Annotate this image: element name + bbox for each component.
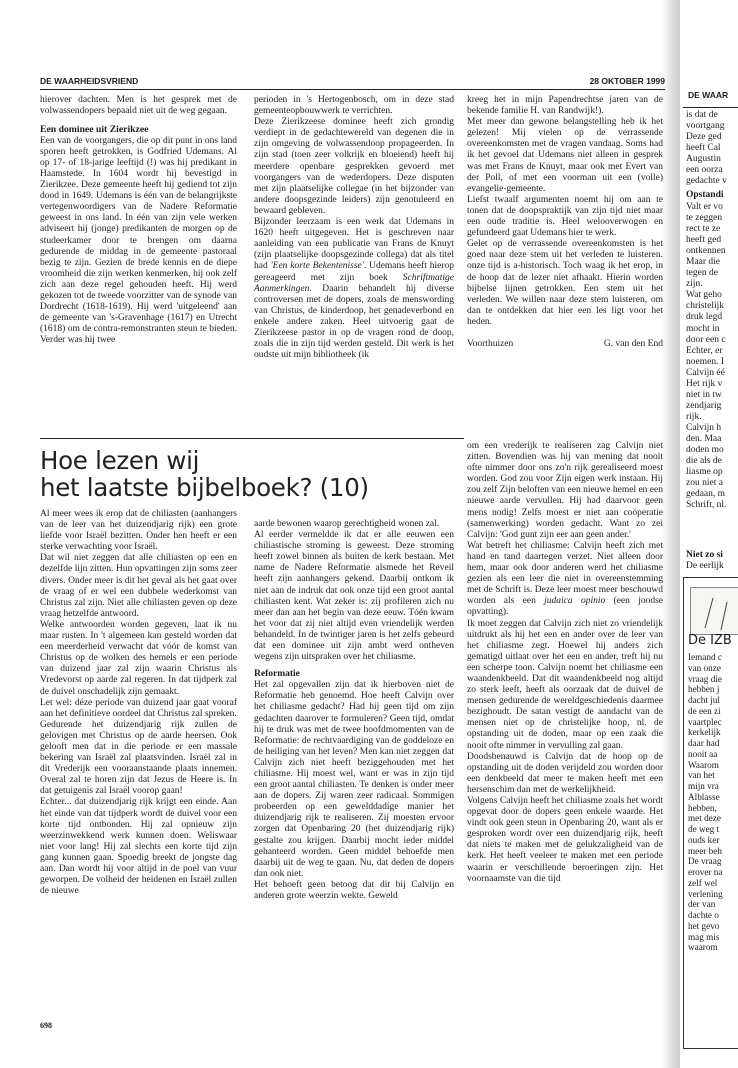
article1-subhead: Een dominee uit Zierikzee <box>40 124 149 136</box>
box-text-line: meer beh <box>688 845 722 856</box>
right-column-top <box>686 110 738 187</box>
box-text-line: verlening <box>688 888 723 899</box>
article2-col1-p1: Al meer wees ik erop dat de chiliasten (aanhangers van de leer van het duizendjarig rijk) een grote liefde voor Israël bezitten. Onder hen heeft er een sterke verwachting voor Israël. <box>40 509 237 553</box>
page-header <box>40 75 665 89</box>
article2-col2-p4: Het behoeft geen betoog dat dit bij Calvijn en anderen grote weerzin wekte. Geweld <box>254 879 454 901</box>
article2-headline <box>40 446 369 502</box>
article1-col3-p2: Met meer dan gewone belangstelling heb ik het gelezen! Mij vielen op de verrassende overeenkomsten met de vragen vandaag. Soms had ik het gevoel dat Udemans niet alleen in gesprek was met Frans de Knuyt, maar ook met Evert van der Poll, of met een voorman uit een (volle) evangelie-gemeente. <box>467 117 663 194</box>
p3-text-b: . Udemans heeft hierop gereageerd met zijn boek <box>254 261 454 283</box>
article1-column-2 <box>254 95 454 361</box>
article1-col2-p1: perioden in 's Hertogenbosch, om in deze stad gemeenteopbouwwerk te verrichten. <box>254 95 454 117</box>
right-column-line: te zeggen <box>686 213 723 224</box>
right-column-line: niet in tw <box>686 389 722 400</box>
headline-line-2: het laatste bijbelboek? (10) <box>40 473 369 502</box>
article2-col3-p5: Volgens Calvijn heeft het chiliasme zoals het wordt opgevat door de dopers geen enkele waarde. Het vindt ook geen steun in Openbaring 20, want als er gesproken wordt over een duizendjarig rijk, heeft dat niets te maken met de gelukzaligheid van de kerk. Het heeft veeleer te maken met een periode waarin er verschillende beroeringen zijn. Het voornaamste van die tijd <box>467 796 663 884</box>
right-column-line: liasme op <box>686 467 723 478</box>
right-column-line: zou niet a <box>686 478 723 489</box>
article1-column-1 <box>40 95 237 346</box>
box-text-line: De vraag <box>688 856 722 867</box>
right-subhead-2: Niet zo si <box>686 550 723 560</box>
box-text-line: nooit aa <box>688 748 718 759</box>
right-column-line: tegen de <box>686 268 718 279</box>
article1-col3-p1: kreeg het in mijn Papendrechtse jaren van de bekende familie H. van Randwijk!). <box>467 95 663 117</box>
article-separator-rule <box>40 438 464 439</box>
right-column-line: noemen. I <box>686 356 724 367</box>
box-text-line: van onze <box>688 662 721 673</box>
article1-intro: hierover dachten. Men is het gesprek met de volwassendopers bepaald niet uit de weg gegaan. <box>40 95 237 117</box>
box-text-line: waarom <box>688 942 718 953</box>
article2-col3-p1: om een vrederijk te realiseren zag Calvijn niet zitten. Bovendien was hij van mening dat nooit ofte nimmer door ons zo'n rijk gerealiseerd moest worden. God zou voor Zijn eigen werk instaan. Hij zou zelf Zijn beloften van een nieuwe hemel en een nieuwe aarde vervullen. Hij had daarvoor geen mens nodig! Zelfs moest er niet aan coöperatie (samenwerking) worden gedacht. Want zo zei Calvijn: 'God gunt zijn eer aan geen ander.' <box>467 441 663 540</box>
right-column-line: den. Maa <box>686 433 722 444</box>
box-text-line: hebben j <box>688 684 720 695</box>
box-text-line: de weg t <box>688 824 720 834</box>
right-column-line: christelijk <box>686 301 724 312</box>
right-column-line: Calvijn h <box>686 422 722 433</box>
article2-col1-p4: Let wel: déze periode van duizend jaar gaat vooraf aan het definitieve oordeel dat Christus zal spreken. <box>40 697 237 719</box>
right-column-line: doden mo <box>686 445 724 456</box>
box-text-line: Waarom <box>688 759 719 770</box>
right-column-line: gedaan, m <box>686 489 726 500</box>
article2-col1-p5: Gedurende het duizendjarig rijk zullen de gelovigen met Christus op de aarde heersen. Ook gelooft men dat in die periode er een massale bekering van Israël zal plaatsvinden. Israël zal in dit Vrederijk een vooraanstaande plaats innemen. Overal zal te horen zijn dat Jezus de Heere is. In dat getuigenis zal Israël voorop gaan! <box>40 719 237 797</box>
article1-col3-p4: Gelet op de verrassende overeenkomsten is het goed naar deze stem uit het verleden te luisteren. onze tijd is a-historisch. Toch waag ik het erop, in de hoop dat de lezer niet afhaakt. Hierin worden bijbelse lijnen getrokken. Een stem uit het verleden. We willen naar deze stem luisteren, om dan te ontdekken dat hier een les ligt voor het heden. <box>467 239 663 327</box>
header-rule <box>40 89 665 90</box>
right-column-line: zijn. <box>686 279 703 290</box>
right-column-line: door een c <box>686 334 726 345</box>
page-number: 698 <box>40 1021 52 1030</box>
p3-text-c: Daarin behandelt hij diverse controversen met de dopers, zoals de menswording van Christus, de kinderdoop, het genadeverbond en enkele andere zaken. Heel uitvoerig gaat de Zierikzeese pastor in op de vragen rond de doop, zoals die in zijn tijd werden gesteld. Dit werk is het oudste uit mijn bibliotheek (ik <box>254 283 454 361</box>
signature-place: Voorthuizen <box>467 338 514 349</box>
box-text-line: dachte o <box>688 910 719 920</box>
publication-name: DE WAARHEIDSVRIEND <box>40 76 139 86</box>
headline-line-1: Hoe lezen wij <box>40 446 200 475</box>
col3-p2-text-b: (een joodse opvatting). <box>467 596 664 618</box>
right-column-line: Calvijn éé <box>686 367 725 378</box>
article2-col2-p3: Het zal opgevallen zijn dat ik hierboven niet de Reformatie heb genoemd. Hoe heeft Calvijn over het chiliasme gedacht? Had hij geen tijd om zijn gedachten daarover te formuleren? Geen tijd, omdat hij te druk was met de twee hoofdmomenten van de Reformatie: de rechtvaardiging van de goddeloze en de heiliging van het leven? Men kan niet zeggen dat Calvijn zich niet heeft beziggehouden met het chiliasme. Hij moest wel, want er was in zijn tijd een groot aantal chiliasten. Te denken is onder meer aan de dopers. Zij waren zeer radicaal. Sommigen probeerden op een gewelddadige manier het duizendjarig rijk te realiseren. Zij moesten ervoor zorgen dat Openbaring 20 (het duizendjarig rijk) gestalte zou krijgen. Daarbij mocht ieder middel gehanteerd worden. Geen middel behoefde men daarbij uit de weg te gaan. Nu, dat deden de dopers dan ook niet. <box>254 680 454 879</box>
right-page-sliver <box>680 0 738 1068</box>
right-column-line: die als de <box>686 456 722 467</box>
box-text-line: vaartplec <box>688 716 722 727</box>
box-text-line: het gevo <box>688 920 720 931</box>
right-column-line: Deze ged <box>686 132 722 143</box>
box-text-line: zelf wel <box>688 877 718 888</box>
box-text-line: ouds ker <box>688 834 720 845</box>
article2-subhead-reformatie: Reformatie <box>254 669 300 680</box>
article2-col3-p2 <box>467 541 663 619</box>
article2-col3-p3: Ik moet zeggen dat Calvijn zich niet zo vriendelijk uitdrukt als hij het een en ander over de leer van het chiliasme zegt. Hoewel hij anders zich gematigd uitlaat over het een en ander, treft hij nu een scherpe toon. Calvijn noemt het chiliasme een waandenkbeeld. Dat dit waandenkbeeld nog altijd zo sterk leeft, heeft als oorzaak dat de duivel de mensen gedurende de wereldgeschiedenis daarmee bezighoudt. De satan vestigt de aandacht van de mensen niet op de christelijke hoop, nl. de opstanding uit de doden, maar op een zaak die nooit ofte nimmer in vervulling zal gaan. <box>467 618 663 751</box>
box-text-line: vraag die <box>688 673 722 684</box>
article1-col1-body: Een van de voorgangers, die op dit punt in ons land sporen heeft getrokken, is Godfried Udemans. Al op 17- of 18-jarige leeftijd (!) was hij predikant in Haamstede. In 1604 wordt hij bevestigd in Zierikzee. Deze gemeente heeft hij gediend tot zijn dood in 1649. Udemans is één van de belangrijkste vertegenwoordigers van de Nadere Reformatie geweest in ons land. In één van zijn vele werken adviseert hij (jonge) predikanten de morgen op de studeerkamer door te brengen om daarna gedurende de middag in de gemeente pastoraal bezig te zijn. Gezien de brede kennis en de diepe vroomheid die zijn werken kenmerken, hij ook zelf zich aan deze regel gehouden heeft. Hij werd gekozen tot de tweede voorzitter van de synode van Dordrecht (1618-1619). Hij werd 'uitgeleend' aan de gemeente van 's-Gravenhage (1617) en Utrecht (1618) om de contra-remonstranten steun te bieden. Verder was hij twee <box>40 135 237 346</box>
right-column-line: zendjarig <box>686 400 722 411</box>
box-text-line: met deze <box>688 813 721 824</box>
box-text-line: mag mis <box>688 931 720 942</box>
book-title-bekentenisse: 'Een korte Bekentenisse' <box>270 261 364 272</box>
box-text-line: mijn vra <box>688 781 719 791</box>
box-text-line: de een zi <box>688 705 721 716</box>
article2-col2-p1: aarde bewonen waarop gerechtigheid wonen zal. <box>254 519 440 529</box>
right-subhead-opstanding: Opstandi <box>686 190 724 200</box>
right-column-line: Wat geho <box>686 290 722 301</box>
sketch-drawing <box>691 588 738 634</box>
right-column-line: Schrift, nl. <box>686 500 727 511</box>
box-text-line: Alblasse <box>688 791 720 802</box>
right-column-line: Het rijk v <box>686 378 723 389</box>
box-text-line: der van <box>688 899 716 910</box>
article2-col1-p6: Echter... dat duizendjarig rijk krijgt een einde. Aan het einde van dat tijdperk wordt de duivel voor een korte tijd ontbonden. Hij zal opnieuw zijn weerzinwekkend werk kunnen doen. Weliswaar niet voor lang! Hij zal slechts een korte tijd zijn gang kunnen gaan. Spoedig breekt de jongste dag aan. Dan wordt hij voor altijd in de poel van vuur geworpen. De volheid der heidenen en Israël zullen de nieuwe <box>40 797 237 897</box>
box-text-line: dacht jul <box>688 695 720 705</box>
box-text-line: daar had <box>688 738 720 748</box>
right-header-rule <box>683 107 738 108</box>
article1-col2-p2: Deze Zierikzeese dominee heeft zich grondig verdiept in de gedachtewereld van degenen die in zijn omgeving de volwassendoop propageerden. In zijn stad (toen zeer volkrijk en bloeiend) heeft hij meerdere openbare gesprekken gevoerd met voorgangers van de wederdopers. Deze disputen met zijn plaatselijke collegae (in het bijzonder van andere doopsgezinde leiders) zijn genotuleerd en bewaard gebleven. <box>254 117 454 216</box>
right-column-line: is dat de <box>686 110 718 120</box>
right-column-line: voortgang <box>686 121 725 132</box>
article2-col2-p2: Al eerder vermeldde ik dat er alle eeuwen een chiliastische stroming is geweest. Deze stroming heeft zowel binnen als buiten de kerk bestaan. Met name de Nadere Reformatie alsmede het Reveil heeft zijn aanhangers gekend. Daarbij ontkom ik niet aan de indruk dat ook onze tijd een groot aantal chiliasten kent. Wat zeker is: zij profileren zich nu meer dan aan het begin van deze eeuw. Tóén kwam het voor dat zij niet altijd even vriendelijk werden behandeld. In de twintiger jaren is het zelfs gebeurd dat een dominee uit zijn ambt werd ontheven wegens zijn uitspraken over het chiliasme. <box>254 530 454 663</box>
article2-column-3 <box>467 441 663 885</box>
article2-col1-p3: Welke antwoorden worden gegeven, laat ik nu maar rusten. In 't algemeen kan gesteld worden dat een meerderheid verwacht dat vóór de komst van Christus op de wolken des hemels er een periode van duizend jaar zal zijn waarin Christus als Vredevorst op aarde zal regeren. In dat tijdperk zal de duivel onschadelijk zijn gemaakt. <box>40 619 237 697</box>
article2-col3-p4: Doodsbenauwd is Calvijn dat de hoop op de opstanding uit de doden verijdeld zou worden door een denkbeeld dat meer te maken heeft met een hersenschim dan met de werkelijkheid. <box>467 751 663 795</box>
right-column-line: een oorza <box>686 165 723 176</box>
box-text-line: kerkelijk <box>688 727 721 738</box>
right-column-line: Maar die <box>686 257 721 268</box>
right-column-line: rect te ze <box>686 224 721 235</box>
right-column-line: heeft Cal <box>686 143 721 154</box>
p3-text-a: Bijzonder leerzaam is een werk dat Udemans in 1620 heeft uitgegeven. Het is geschreven naar aanleiding van een publicatie van Frans de Knuyt (zijn plaatselijke doopsgezinde collega) dat als titel had <box>254 217 454 272</box>
right-page-header: DE WAAR <box>688 90 729 100</box>
box-text-column <box>688 652 723 953</box>
right-column-line: mocht in <box>686 323 720 334</box>
right-column-line: Augustin <box>686 154 721 165</box>
box-text-line: van het <box>688 770 715 781</box>
box-title: De IZB <box>688 633 732 648</box>
right-column-line: gedachte v <box>686 176 727 187</box>
article2-column-1 <box>40 509 237 897</box>
article1-column-3 <box>467 95 663 350</box>
article1-signature <box>467 339 663 350</box>
article2-col1-p2: Dat wil niet zeggen dat alle chiliasten op een en dezelfde lijn zitten. Hun opvattingen zijn soms zeer divers. Onder meer is dit het geval als het gaat over de vraag of er wel een dubbele wederkomst van Christus zal zijn. Niet alle chiliasten geven op deze vraag hetzelfde antwoord. <box>40 553 237 619</box>
right-column-middle <box>686 202 738 511</box>
right-column-line: rijk. <box>686 411 702 422</box>
col3-p2-text-a: Wat betreft het chiliasme: Calvijn heeft zich met hand en tand daartegen verzet. Niet alleen door hem, maar ook door anderen werd het chiliasme gezien als een leer die niet in overeenstemming met de Schrift is. Deze leer moest meer beschouwd worden als een <box>467 540 663 607</box>
box-text-line: erover na <box>688 867 723 877</box>
latin-phrase: judaica opinio <box>544 596 606 607</box>
box-illustration <box>690 587 738 635</box>
right-column-line: druk legd <box>686 312 723 323</box>
box-text-line: hebben, <box>688 802 717 813</box>
right-column-line: Echter, er <box>686 345 723 356</box>
right-column-bottom <box>686 561 738 572</box>
box-text-line: Iemand c <box>688 652 722 662</box>
right-column-line: Valt er vo <box>686 202 723 212</box>
right-column-line: De eerlijk <box>686 561 724 571</box>
right-column-line: heeft ged <box>686 235 722 246</box>
book-title-aanmerkingen: Schriftmatige Aanmerkingen. <box>254 272 454 294</box>
right-column-line: ontkennen <box>686 246 726 257</box>
signature-author: G. van den End <box>603 338 663 349</box>
issue-date: 28 OKTOBER 1999 <box>589 76 665 86</box>
article1-col3-p3: Liefst twaalf argumenten noemt hij om aan te tonen dat de doopspraktijk van zijn tijd niet maar een oude traditie is. Heel welooverwogen en gefundeerd gaat Udemans hier te werk. <box>467 194 663 239</box>
article1-col2-p3 <box>254 217 454 361</box>
article2-column-2 <box>254 519 454 902</box>
